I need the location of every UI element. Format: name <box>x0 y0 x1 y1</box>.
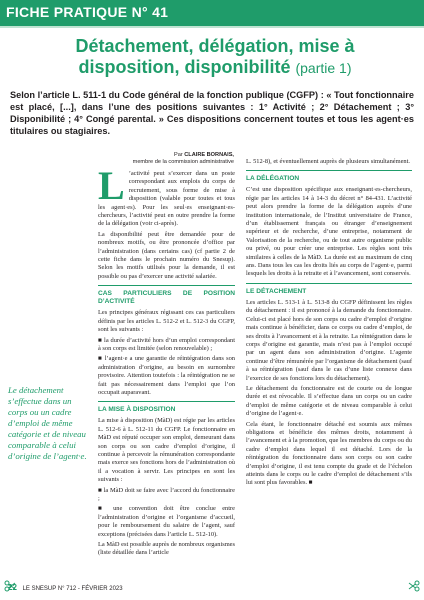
paragraph: Cela étant, le fonctionnaire détaché est soumis aux mêmes obligations et bénéficie des mêmes droits, notamment à l’avancement et à la promotion, que les membres du corps ou du cadre d’emploi dans lequel il est détaché. Lors de la réintégration du fonctionnaire dans son corps ou son cadre d’emploi d’origine, il est tenu compte du grade et de l’échelon atteints dans le corps ou le cadre d’emploi de détachement s’ils lui sont plus favorables. ■ <box>246 420 412 487</box>
intro-paragraph <box>98 163 235 229</box>
title-main: Détachement, délégation, mise à disposition, disponibilité <box>75 36 355 77</box>
header-divider <box>0 26 424 28</box>
section-divider <box>246 283 412 284</box>
pull-quote: Le détachement s’effectue dans un corps ou un cadre d’emploi de même catégorie et de niveau comparable à celui d’origine de l’agent·e. <box>8 385 87 461</box>
section-divider <box>246 170 412 171</box>
paragraph: Les principes généraux régissant ces cas particuliers définis par les articles L. 512-2 et L. 512-3 du CGFP, sont les suivants : <box>98 309 235 334</box>
intro-text: ’activité peut s’exercer dans un poste correspondant aux emplois du corps de recrutement, sous forme de mise à disposition (valable pour toutes et tous les agent·es). Pour les seul·es enseignant·es-chercheurs, l’activité peut en outre prendre la forme de la délégation (voir ci-après). <box>98 170 235 228</box>
section-divider <box>98 401 235 402</box>
title-part: (partie 1) <box>295 60 352 76</box>
paragraph: Le détachement du fonctionnaire est de courte ou de longue durée et est révocable. Il s’effectue dans un corps ou un cadre d’emploi de même catégorie et de niveau comparable à celui d’origine de l’agent·e. <box>246 384 412 418</box>
section-heading: LE DÉTACHEMENT <box>246 287 307 295</box>
column-middle <box>98 163 235 560</box>
scissors-icon <box>408 580 420 592</box>
bullet-item: ■ l’agent·e a une garantie de réintégration dans son administration d’origine, au besoin en surnombre provisoire. Attention toutefois : la réintégration ne se fait pas nécessairement dans l’emploi que l’on occupait auparavant. <box>98 355 235 396</box>
author-name: CLAIRE BORNAIS, <box>184 152 234 158</box>
section-heading: CAS PARTICULIERS DE POSITION D’ACTIVITÉ <box>98 290 235 306</box>
bullet-item: ■ une convention doit être conclue entre l’administration d’origine et l’organisme d’accueil, pour le remboursement du salaire de l’agent, sauf exceptions (précisées dans l’article L. 512-10). <box>98 505 235 538</box>
paragraph: La MàD est possible auprès de nombreux organismes (liste détaillée dans l’article <box>98 541 235 557</box>
author-role: membre de la commission administrative <box>132 159 234 165</box>
section-title: FICHE PRATIQUE N° 41 <box>6 4 169 20</box>
byline <box>130 152 234 166</box>
paragraph: Les articles L. 513-1 à L. 513-8 du CGFP définissent les règles du détachement : il est prononcé à la demande du fonctionnaire. Celui-ci est placé hors de son corps ou cadre d’emploi d’origine mais continue à bénéficier, dans ce corps ou cadre d’emploi, de ses droits à l’avancement et à la retraite. La réintégration dans le corps d’origine est garantie, mais n’est pas à l’emploi occupé par un agent dans son administration d’origine. L’agente continue d’être rémunérée par l’organisme de détachement (sauf à sa réintégration (sauf dans le cas d’une liste connexe dans l’exercice de ses fonctions lors du détachement). <box>246 298 412 382</box>
paragraph: La disponibilité peut être demandée pour de nombreux motifs, ou être prononcée d’office par l’administration (dans certains cas) (cf partie 2 de cette fiche dans le prochain numéro du Snesup). Selon les motifs utilisés pour la demande, il est possible ou pas d’exercer une activité salariée. <box>98 230 235 280</box>
drop-cap: L <box>98 163 125 208</box>
section-heading: LA MISE À DISPOSITION <box>98 406 176 414</box>
article-title <box>30 36 400 79</box>
page-number: 22 <box>8 583 17 592</box>
paragraph: L. 512-8), et éventuellement auprès de plusieurs simultanément. <box>246 158 410 165</box>
section-divider <box>98 285 235 286</box>
article-lead: Selon l’article L. 511-1 du Code général de la fonction publique (CGFP) : « Tout fonctionnaire est placé, [...], dans l’une des positions suivantes : 1° Activité ; 2° Détachement ; 3° Disponibilité ; 4° Congé parental. » Ces dispositions concernent toutes et tous les agent·es titulaires ou stagiaires. <box>10 90 414 136</box>
paragraph: C’est une disposition spécifique aux enseignant·es-chercheurs, régie par les articles 14 à 14-3 du décret n° 84-431. L’activité peut alors prendre la forme de la délégation auprès d’une institution internationale, de l’Institut universitaire de France, d’un établissement français ou étranger d’enseignement supérieur et de recherche, d’une entreprise, notamment de Valorisation de la recherche, ou de tout autre organisme public ou privé, ou pour créer une entreprise. Les règles sont très similaires à celles de la MàD. La durée est au maximum de cinq ans. Dans tous les cas les droits liés au corps de l’agent·e, parmi lesquels les droits à la retraite et à l’avancement, sont conservés. <box>246 186 412 278</box>
publication-info: LE SNESUP N° 712 - FÉVRIER 2023 <box>22 586 123 592</box>
bullet-item: ■ la durée d’activité hors d’un emploi correspondant à son corps est limitée (selon renouvelable) ; <box>98 336 235 352</box>
page-footer <box>8 583 123 592</box>
header-bar <box>0 0 424 26</box>
section-heading: LA DÉLÉGATION <box>246 175 300 183</box>
byline-prefix: Par <box>173 152 183 158</box>
column-right <box>246 158 412 490</box>
bullet-item: ■ la MàD doit se faire avec l’accord du fonctionnaire ; <box>98 486 235 502</box>
paragraph: La mise à disposition (MàD) est régie par les articles L. 512-6 à L. 512-11 du CGFP. Le fonctionnaire en MàD est réputé occuper son emploi, demeurant dans son corps ou son cadre d’emploi d’origine, il continue à percevoir la rémunération correspondante mais exerce ses fonctions hors de l’administration où il a vocation à servir. Les principes en sont les suivants : <box>98 417 235 484</box>
